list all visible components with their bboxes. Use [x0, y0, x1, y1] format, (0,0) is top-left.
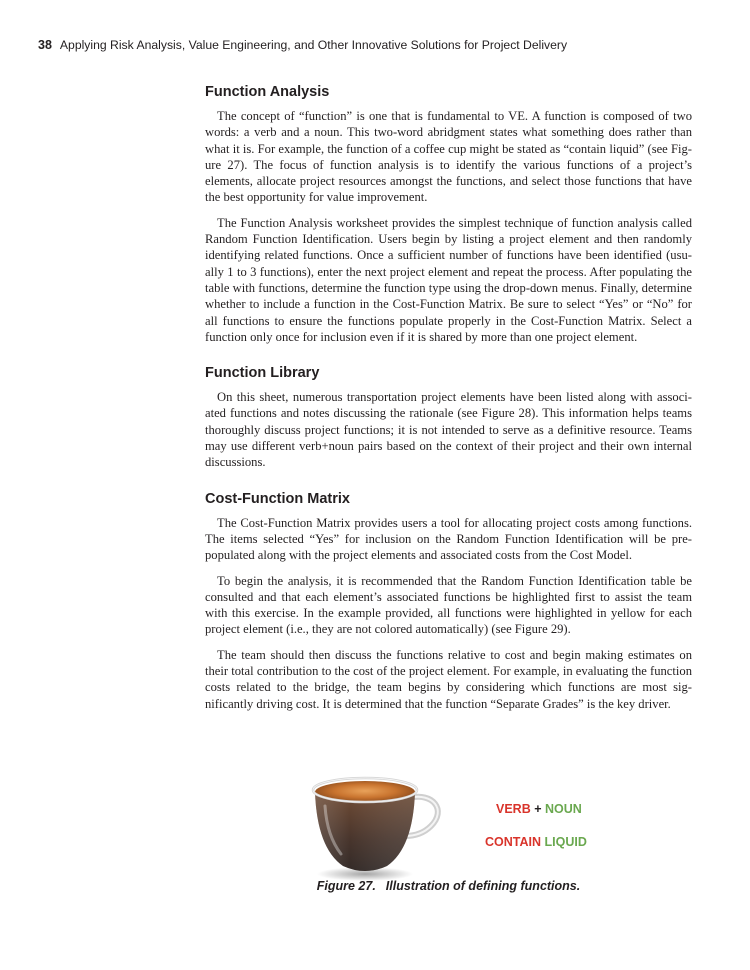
contain-liquid-label [485, 835, 587, 849]
main-content [205, 84, 692, 721]
noun-word: NOUN [545, 802, 582, 816]
noun-example: LIQUID [544, 835, 587, 849]
coffee-cup-illustration [305, 770, 455, 882]
caption-text: Illustration of defining functions. [385, 879, 581, 893]
paragraph: To begin the analysis, it is recommended that the Random Function Identification table be consulted and that each element’s associated functions be highlighted first to assist the team with this exercise. In the example provided, all functions were highlighted in yellow for each project element (i.e., they are not colored automatically) (see Figure 29). [205, 573, 692, 637]
verb-example: CONTAIN [485, 835, 542, 849]
paragraph: The team should then discuss the functions relative to cost and begin making estimates on their total contribution to the cost of the project element. For example, in evaluating the function costs related to the bridge, the team begins by considering which functions are most significantly driving cost. It is determined that the function “Separate Grades” is the key driver. [205, 647, 692, 711]
paragraph: The Function Analysis worksheet provides the simplest technique of function analysis called Random Function Identification. Users begin by listing a project element and then randomly identifying related functions. Once a sufficient number of functions have been identified (usually 1 to 3 functions), enter the next project element and repeat the process. After populating the table with functions, determine the function type using the drop-down menus. Finally, determine whether to include a function in the Cost-Function Matrix. Be sure to select “Yes” or “No” for all functions to ensure the functions populate properly in the Cost-Function Matrix. Select a function only once for inclusion even if it is shared by more than one project element. [205, 215, 692, 344]
paragraph: On this sheet, numerous transportation project elements have been listed along with associated functions and notes discussing the rationale (see Figure 28). This information helps teams thoroughly discuss project functions; it is not intended to serve as a definitive resource. Teams may use different verb+noun pairs based on the context of their project and their own internal discussions. [205, 390, 692, 470]
section-cost-function-matrix [205, 491, 692, 712]
section-heading: Cost-Function Matrix [205, 490, 350, 507]
section-function-analysis [205, 84, 692, 345]
verb-word: VERB [496, 802, 531, 816]
figure-27 [205, 762, 692, 902]
running-title: Applying Risk Analysis, Value Engineering, and Other Innovative Solutions for Project Delivery [59, 38, 568, 52]
running-header [38, 38, 567, 52]
section-function-library [205, 365, 692, 470]
coffee-cup-icon [305, 770, 455, 882]
caption-label: Figure 27. [316, 879, 376, 893]
page-number: 38 [38, 38, 52, 52]
paragraph: The concept of “function” is one that is fundamental to VE. A function is composed of two words: a verb and a noun. This two-word abridgment states what something does rather than what it is. For example, the function of a coffee cup might be stated as “contain liquid” (see Figure 27). The focus of function analysis is to identify the various functions of a project’s elements, allocate project resources amongst the functions, and select those functions that have the best opportunity for value improvement. [205, 109, 692, 205]
plus-sign: + [534, 802, 542, 816]
verb-noun-label [496, 802, 582, 816]
paragraph: The Cost-Function Matrix provides users a tool for allocating project costs among functions. The items selected “Yes” for inclusion on the Random Function Identification will be pre-populated along with the project elements and associated costs from the Cost Model. [205, 515, 692, 563]
section-heading: Function Analysis [205, 84, 330, 100]
section-heading: Function Library [205, 365, 320, 382]
figure-caption [205, 879, 692, 893]
